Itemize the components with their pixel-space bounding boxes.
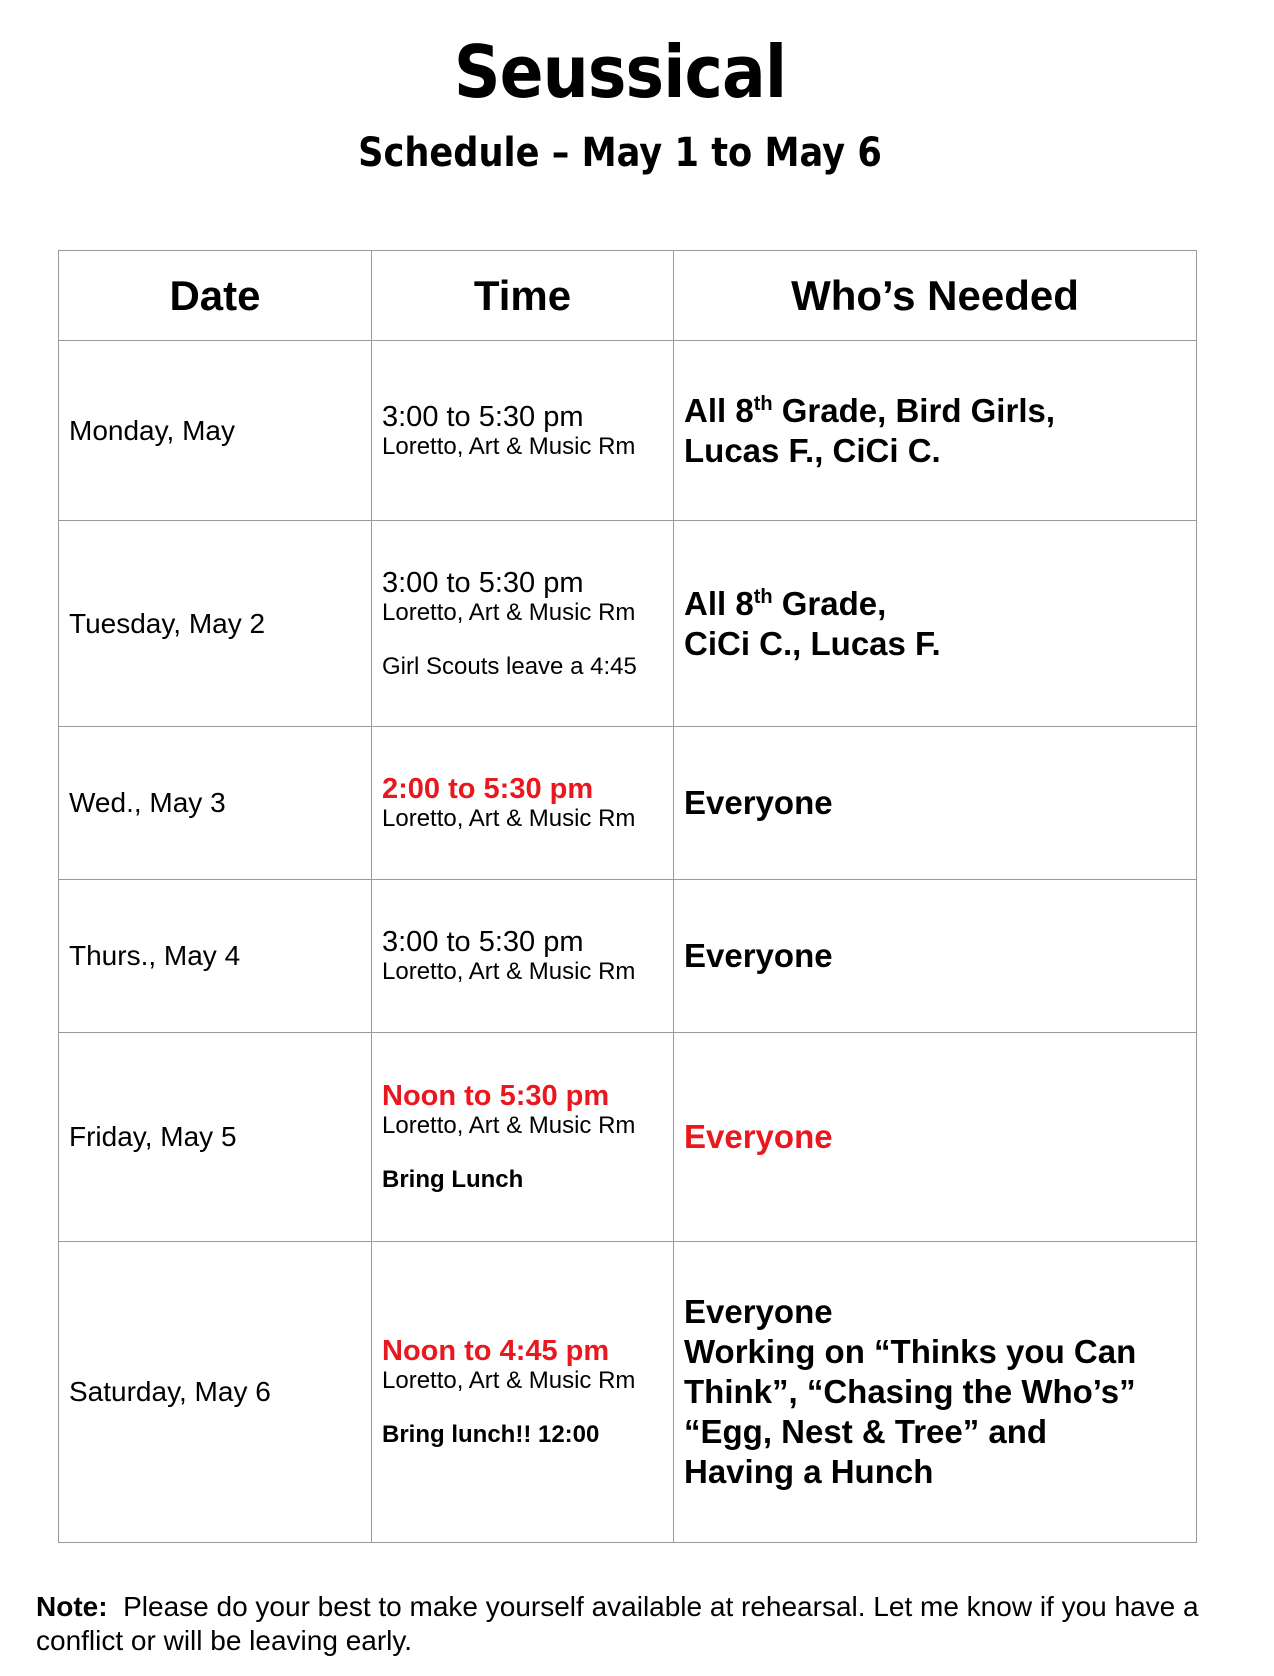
- date-cell: Friday, May 5: [59, 1033, 372, 1242]
- who-text: All 8: [684, 391, 754, 429]
- who-cell: [674, 1242, 1197, 1543]
- table-row: [59, 341, 1197, 521]
- who-cell: [674, 880, 1197, 1033]
- ordinal-suffix: th: [753, 585, 773, 608]
- table-row: [59, 880, 1197, 1033]
- who-cell: [674, 341, 1197, 521]
- header-time: Time: [372, 251, 674, 341]
- who-text: All 8: [684, 584, 754, 622]
- note-label: Note:: [36, 1591, 108, 1622]
- time-cell: [372, 880, 674, 1033]
- time-range: Noon to 5:30 pm: [382, 1080, 610, 1112]
- table-row: [59, 1242, 1197, 1543]
- time-range: 3:00 to 5:30 pm: [382, 926, 584, 958]
- who-text: Having a Hunch: [684, 1453, 934, 1490]
- time-range: 3:00 to 5:30 pm: [382, 566, 584, 599]
- date-cell: Tuesday, May 2: [59, 521, 372, 727]
- who-text: Grade, Bird Girls,: [772, 391, 1056, 429]
- document-title: Seussical: [453, 30, 787, 114]
- time-range: 2:00 to 5:30 pm: [382, 773, 594, 805]
- schedule-subtitle: Schedule – May 1 to May 6: [358, 130, 882, 176]
- location: Loretto, Art & Music Rm: [382, 598, 636, 626]
- who-cell: [674, 727, 1197, 880]
- date-cell: Thurs., May 4: [59, 880, 372, 1033]
- location: Loretto, Art & Music Rm: [382, 958, 636, 985]
- header-date: Date: [59, 251, 372, 341]
- table-row: [59, 727, 1197, 880]
- footer-note: [36, 1590, 1226, 1658]
- table-header-row: [59, 251, 1197, 341]
- who-text: CiCi C., Lucas F.: [684, 624, 941, 662]
- who-text: Think”, “Chasing the Who’s”: [684, 1373, 1136, 1410]
- time-note: Girl Scouts leave a 4:45: [382, 652, 637, 680]
- who-text: Everyone: [684, 1293, 833, 1330]
- time-range: 3:00 to 5:30 pm: [382, 400, 584, 433]
- location: Loretto, Art & Music Rm: [382, 805, 636, 832]
- table-row: [59, 521, 1197, 727]
- time-cell: [372, 521, 674, 727]
- date-cell: Monday, May: [59, 341, 372, 521]
- who-text: Grade,: [772, 584, 887, 622]
- schedule-table: [58, 250, 1197, 1543]
- time-cell: [372, 727, 674, 880]
- location: Loretto, Art & Music Rm: [382, 1112, 636, 1139]
- time-note: Bring Lunch: [382, 1166, 524, 1193]
- note-text: Please do your best to make yourself available at rehearsal. Let me know if you have a conflict or will be leaving early.: [36, 1591, 1199, 1656]
- who-text: Working on “Thinks you Can: [684, 1333, 1137, 1370]
- location: Loretto, Art & Music Rm: [382, 1367, 636, 1394]
- time-cell: [372, 1033, 674, 1242]
- who-text: “Egg, Nest & Tree” and: [684, 1413, 1048, 1450]
- table-row: [59, 1033, 1197, 1242]
- time-range: Noon to 4:45 pm: [382, 1335, 610, 1367]
- who-text: Lucas F., CiCi C.: [684, 431, 941, 469]
- who-text: Everyone: [684, 1118, 833, 1155]
- header-who: Who’s Needed: [674, 251, 1197, 341]
- time-cell: [372, 341, 674, 521]
- who-text: Everyone: [684, 937, 833, 974]
- date-cell: Wed., May 3: [59, 727, 372, 880]
- time-cell: [372, 1242, 674, 1543]
- date-cell: Saturday, May 6: [59, 1242, 372, 1543]
- who-cell: [674, 521, 1197, 727]
- ordinal-suffix: th: [753, 392, 773, 415]
- who-cell: [674, 1033, 1197, 1242]
- who-text: Everyone: [684, 784, 833, 821]
- location: Loretto, Art & Music Rm: [382, 432, 636, 460]
- time-note: Bring lunch!! 12:00: [382, 1421, 600, 1448]
